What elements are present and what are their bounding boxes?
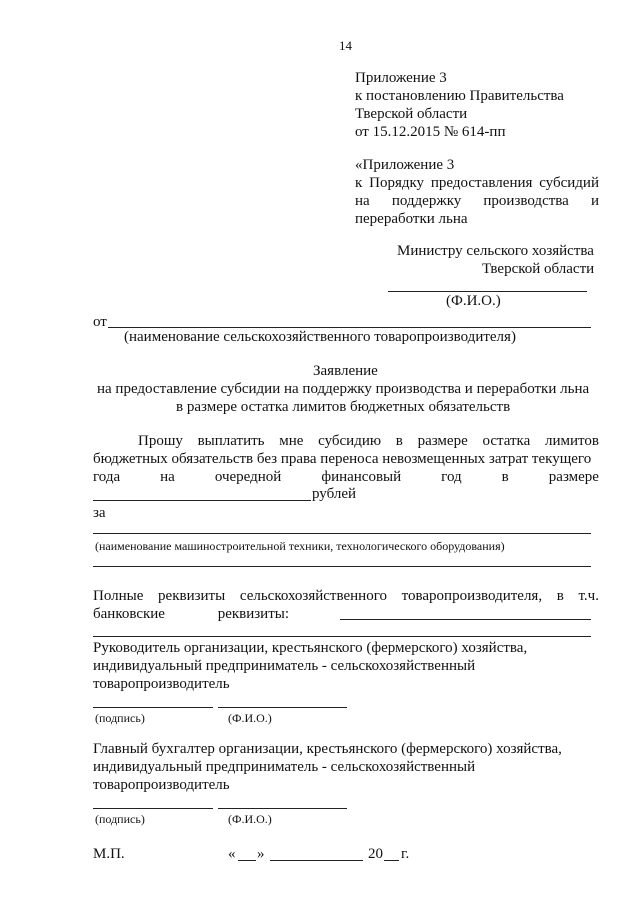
equipment-caption: (наименование машиностроительной техники, технологического оборудования) [95,539,505,553]
equipment-blank-line [93,533,591,534]
addressee-line: Тверской области [482,261,595,277]
requisites-blank-line [340,619,591,620]
word: товаропроизводителя, [401,588,543,604]
accountant-sign-caption: (подпись) [95,812,145,826]
word: на [160,469,175,485]
appendix-header-line: Тверской области [355,106,468,122]
word: реквизиты: [217,606,289,622]
head-sign-caption: (подпись) [95,711,145,725]
appendix-inner-justified-line [355,174,599,192]
word: предоставления [430,175,533,191]
title-line: Заявление [313,363,378,379]
date-year-line [384,860,399,861]
date-month-line [270,860,363,861]
from-caption: (наименование сельскохозяйственного товаропроизводителя) [124,329,516,345]
appendix-inner-line: «Приложение 3 [355,157,455,173]
word: размере [548,469,599,485]
appendix-header-line: Приложение 3 [355,70,447,86]
word: к [355,175,363,191]
date-close-quote: » [257,846,265,862]
stamp-label: М.П. [93,846,125,862]
amount-blank-line [93,500,311,501]
rubles-label: рублей [312,486,357,502]
word: поддержку [391,193,462,209]
head-line: индивидуальный предприниматель - сельскохозяйственный [93,658,476,674]
title-line: на предоставление субсидии на поддержку производства и переработки льна [97,381,590,397]
accountant-line: товаропроизводитель [93,777,230,793]
addressee-fio-caption: (Ф.И.О.) [446,293,501,309]
accountant-fio-line [218,808,347,809]
word: т.ч. [578,588,599,604]
head-fio-line [218,707,347,708]
word: Прошу [138,433,183,449]
requisites-justified-line [93,605,289,623]
word: Полные [93,588,144,604]
word: банковские [93,606,165,622]
word: размере [417,433,468,449]
date-year-suffix: г. [401,846,410,862]
equipment-blank-line-2 [93,566,591,567]
accountant-sign-line [93,808,213,809]
word: субсидий [539,175,599,191]
request-justified-line [93,468,599,486]
accountant-line: Главный бухгалтер организации, крестьянского (фермерского) хозяйства, [93,741,562,757]
word: реквизиты [158,588,226,604]
word: год [441,469,462,485]
word: сельскохозяйственного [239,588,387,604]
appendix-inner-justified-line [355,192,599,210]
word: Порядку [369,175,425,191]
appendix-inner-line: переработки льна [355,211,468,227]
requisites-blank-line-2 [93,636,591,637]
requisites-justified-line [93,587,599,605]
accountant-line: индивидуальный предприниматель - сельскохозяйственный [93,759,476,775]
word: в [556,588,564,604]
head-line: товаропроизводитель [93,676,230,692]
request-justified-line [138,432,599,450]
word: на [355,193,370,209]
date-year-prefix: 20 [368,846,383,862]
word: мне [279,433,304,449]
addressee-line: Министру сельского хозяйства [397,243,594,259]
word: года [93,469,121,485]
appendix-header-line: от 15.12.2015 № 614-пп [355,124,506,140]
word: лимитов [544,433,599,449]
date-open-quote: « [228,846,236,862]
word: субсидию [318,433,382,449]
page-number: 14 [339,38,352,53]
za-label: за [93,505,106,521]
title-line: в размере остатка лимитов бюджетных обязательств [176,399,511,415]
head-line: Руководитель организации, крестьянского (фермерского) хозяйства, [93,640,528,656]
word: в [501,469,509,485]
word: и [590,193,599,209]
word: финансовый [321,469,402,485]
word: остатка [482,433,531,449]
date-day-line [238,860,256,861]
head-fio-caption: (Ф.И.О.) [228,711,272,725]
appendix-header-line: к постановлению Правительства [355,88,564,104]
accountant-fio-caption: (Ф.И.О.) [228,812,272,826]
word: в [395,433,403,449]
word: очередной [214,469,282,485]
word: выплатить [197,433,265,449]
request-line: бюджетных обязательств без права переноса невозмещенных затрат текущего [93,451,592,467]
word: производства [483,193,569,209]
head-sign-line [93,707,213,708]
from-prefix: от [93,314,107,330]
